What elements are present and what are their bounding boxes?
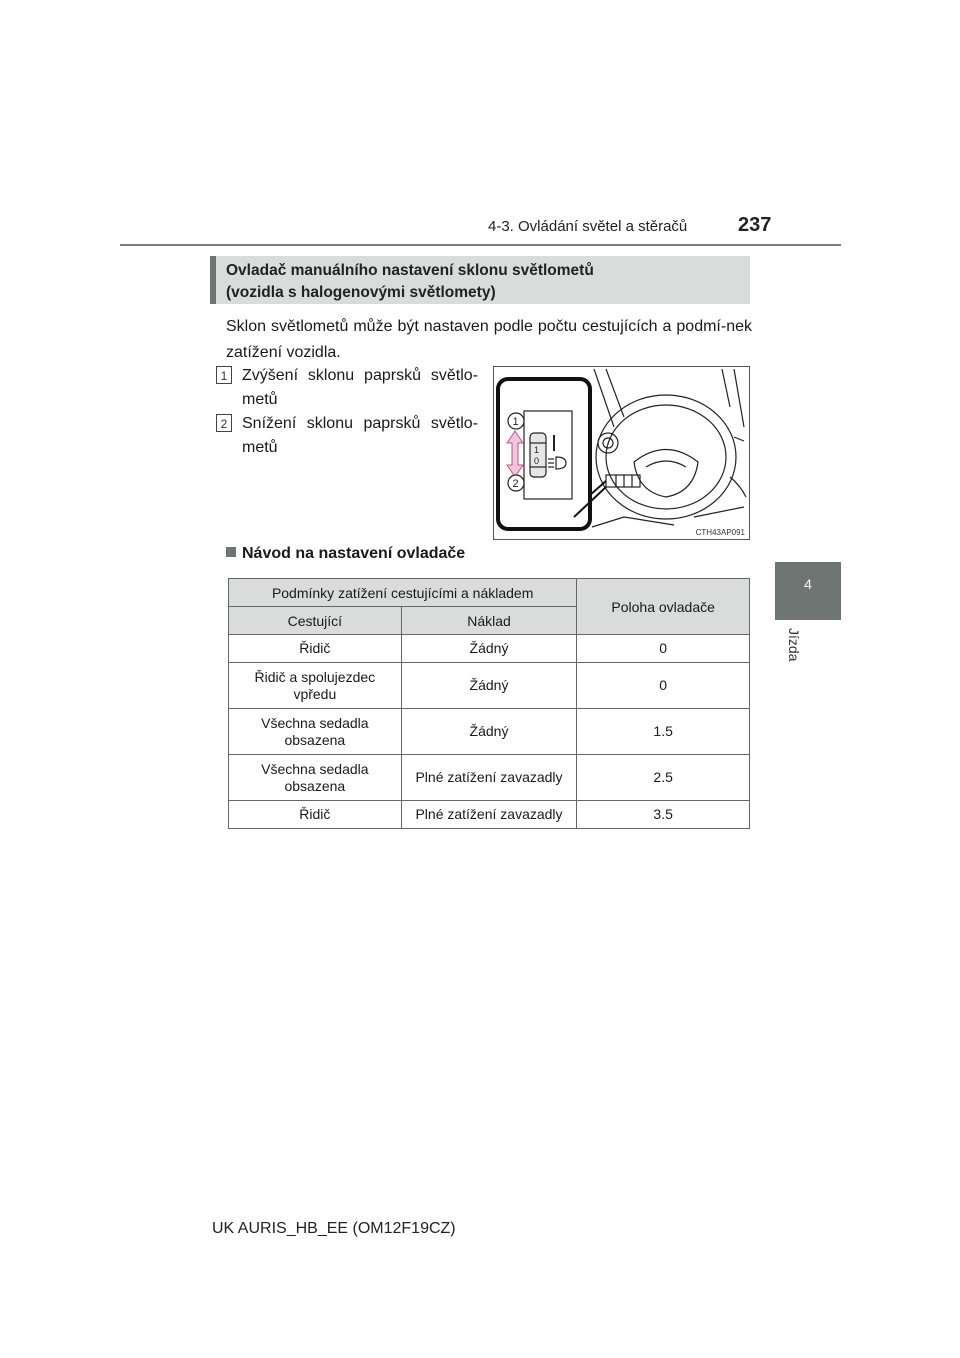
cell-passengers: Řidič [229, 801, 402, 829]
cell-position: 1.5 [577, 709, 750, 755]
figure-code: CTH43AP091 [695, 528, 745, 537]
table-row [229, 635, 750, 663]
header-cargo: Náklad [401, 607, 577, 635]
side-tab-label: Jízda [786, 628, 802, 662]
dial-label-0: 0 [534, 456, 540, 466]
cell-passengers: Řidič a spolujezdec vpředu [229, 663, 402, 709]
section-title-line2: (vozidla s halogenovými světlomety) [226, 284, 496, 301]
intro-paragraph: Sklon světlometů může být nastaven podle počtu cestujících a podmí-nek zatížení vozidla. [226, 318, 752, 361]
table-row [229, 801, 750, 829]
cell-position: 0 [577, 663, 750, 709]
adjustment-table [228, 578, 750, 829]
item-text: Snížení sklonu paprsků světlo-metů [242, 415, 478, 456]
square-bullet-icon [226, 547, 236, 557]
item-text: Zvýšení sklonu paprsků světlo-metů [242, 367, 478, 408]
header-conditions: Podmínky zatížení cestujícími a nákladem [229, 579, 577, 607]
cell-cargo: Žádný [401, 635, 577, 663]
header-rule [120, 244, 841, 246]
dashboard-illustration [494, 367, 750, 540]
list-item [216, 412, 478, 460]
page-number: 237 [738, 214, 772, 236]
header-section-title: 4-3. Ovládání světel a stěračů [488, 218, 688, 235]
cell-cargo: Žádný [401, 709, 577, 755]
header-passengers: Cestující [229, 607, 402, 635]
header-position: Poloha ovladače [577, 579, 750, 635]
cell-position: 0 [577, 635, 750, 663]
section-title-line1: Ovladač manuálního nastavení sklonu světlometů [226, 262, 594, 279]
section-title [210, 256, 750, 304]
footer-model-code: UK AURIS_HB_EE (OM12F19CZ) [212, 1220, 456, 1237]
table-row [229, 755, 750, 801]
subheading-text: Návod na nastavení ovladače [242, 545, 466, 562]
cell-cargo: Plné zatížení zavazadly [401, 755, 577, 801]
steering-wheel-figure [493, 366, 750, 540]
cell-cargo: Žádný [401, 663, 577, 709]
callout-2: 2 [512, 478, 519, 490]
side-tab-number: 4 [804, 576, 812, 592]
callout-1: 1 [512, 416, 519, 428]
item-number-badge: 2 [216, 414, 232, 432]
table-row [229, 663, 750, 709]
cell-passengers: Řidič [229, 635, 402, 663]
dial-label-1: 1 [534, 445, 540, 455]
item-number-badge: 1 [216, 366, 232, 384]
subheading [226, 545, 465, 563]
cell-position: 2.5 [577, 755, 750, 801]
list-item [216, 364, 478, 412]
cell-passengers: Všechna sedadla obsazena [229, 709, 402, 755]
cell-position: 3.5 [577, 801, 750, 829]
cell-passengers: Všechna sedadla obsazena [229, 755, 402, 801]
table-row [229, 709, 750, 755]
cell-cargo: Plné zatížení zavazadly [401, 801, 577, 829]
